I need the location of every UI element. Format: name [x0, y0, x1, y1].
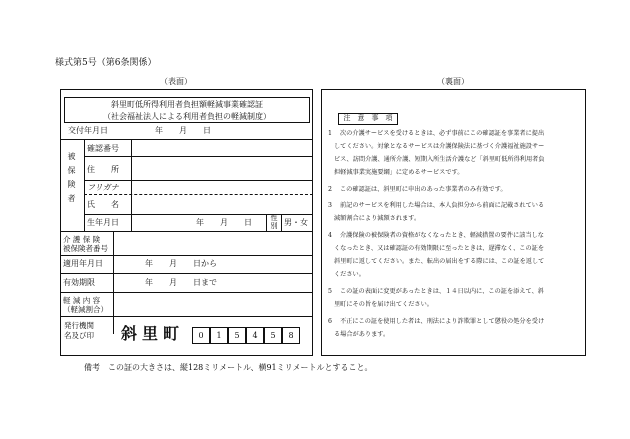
issue-date-value: 年 月 日	[155, 126, 211, 135]
insurer-no-label-2: 被保険者番号	[63, 244, 108, 253]
note-line: 担軽減事業実施要綱」に定めるサービスです。	[334, 169, 464, 176]
issuer-label-2: 名及び印	[64, 331, 94, 340]
note-line: 介護保険の被保険者の資格がなくなったとき、軽減措置の要件に該当しな	[340, 232, 544, 239]
note-line: 前記のサービスを利用した場合は、本人負担分から前面に記載されている	[340, 202, 545, 209]
issue-date-label: 交付年月日	[68, 126, 108, 135]
issuer-name: 斜里町	[121, 324, 185, 343]
gender-label: 性別	[270, 214, 278, 230]
note-line: くなったとき、又は確認証の有効期限に至ったときは、遅滞なく、この証を	[334, 245, 545, 252]
gender-value: 男・女	[284, 218, 308, 227]
name-label: 氏 名	[87, 200, 119, 209]
note-line: 減額割合により減額されます。	[334, 215, 421, 222]
reduction-label-2: （軽減割合）	[63, 305, 108, 314]
insured-label: 被保険者	[67, 152, 76, 208]
note-line: ビス、訪問介護、通所介護、短期入所生活介護など「斜里町低所得利用者負	[334, 156, 545, 163]
note-line: ください。	[334, 271, 365, 278]
note-line: 里町にその旨を届け出てください。	[334, 301, 433, 308]
note-number: 2	[328, 186, 332, 193]
issuer-code-digit: 4	[246, 327, 264, 344]
issuer-code-digit: 8	[282, 327, 300, 344]
confirmation-no-label: 確認番号	[87, 144, 119, 153]
note-line: 次の介護サービスを受けるときは、必ず事前にこの確認証を事業者に提出	[340, 130, 545, 137]
note-number: 1	[328, 130, 332, 137]
issuer-code-digit: 0	[192, 327, 210, 344]
expiry-value: 年 月 日まで	[145, 278, 217, 287]
note-line: この確認証は、斜里町に申出のあった事業者のみ有効です。	[340, 186, 507, 193]
effective-label: 適用年月日	[63, 259, 103, 268]
front-title-line2: （社会福祉法人による利用者負担の軽減制度）	[103, 112, 271, 121]
footer-note: 備考 この証の大きさは、縦128ミリメートル、横91ミリメートルとすること。	[84, 363, 373, 372]
note-number: 3	[328, 202, 332, 209]
note-number: 5	[328, 288, 332, 295]
effective-value: 年 月 日から	[145, 259, 217, 268]
birthdate-value: 年 月 日	[196, 218, 252, 227]
issuer-label-1: 発行機関	[64, 321, 94, 330]
note-line: 不正にこの証を使用した者は、刑法により詐欺罪として懲役の処分を受け	[340, 318, 545, 325]
notes-title: 注 意 事 項	[343, 114, 393, 122]
note-number: 4	[328, 232, 332, 239]
furigana-label: フリガナ	[87, 183, 119, 192]
note-line: してください。対象となるサービスは介護保険法に基づく介護福祉施設サー	[334, 143, 545, 150]
reduction-label-1: 軽 減 内 容	[63, 296, 101, 305]
birthdate-label: 生年月日	[87, 218, 119, 227]
expiry-label: 有効期限	[63, 278, 95, 287]
front-caption: （表面）	[160, 77, 192, 86]
note-line: 斜里町に返してください。また、転出の届出をする際には、この証を返して	[334, 258, 545, 265]
issuer-code-digit: 5	[228, 327, 246, 344]
issuer-code-digit: 5	[264, 327, 282, 344]
address-label: 住 所	[87, 165, 119, 174]
form-number: 様式第5号（第6条関係）	[55, 58, 157, 68]
issuer-code-digit: 1	[210, 327, 228, 344]
front-title-line1: 斜里町低所得利用者負担額軽減事業確認証	[111, 100, 263, 109]
insurer-no-label-1: 介 護 保 険	[63, 235, 101, 244]
note-line: る場合があります。	[334, 331, 390, 338]
note-number: 6	[328, 318, 332, 325]
back-caption: （裏面）	[437, 77, 469, 86]
note-line: この証の表面に変更があったときは、１４日以内に、この証を添えて、斜	[340, 288, 544, 295]
